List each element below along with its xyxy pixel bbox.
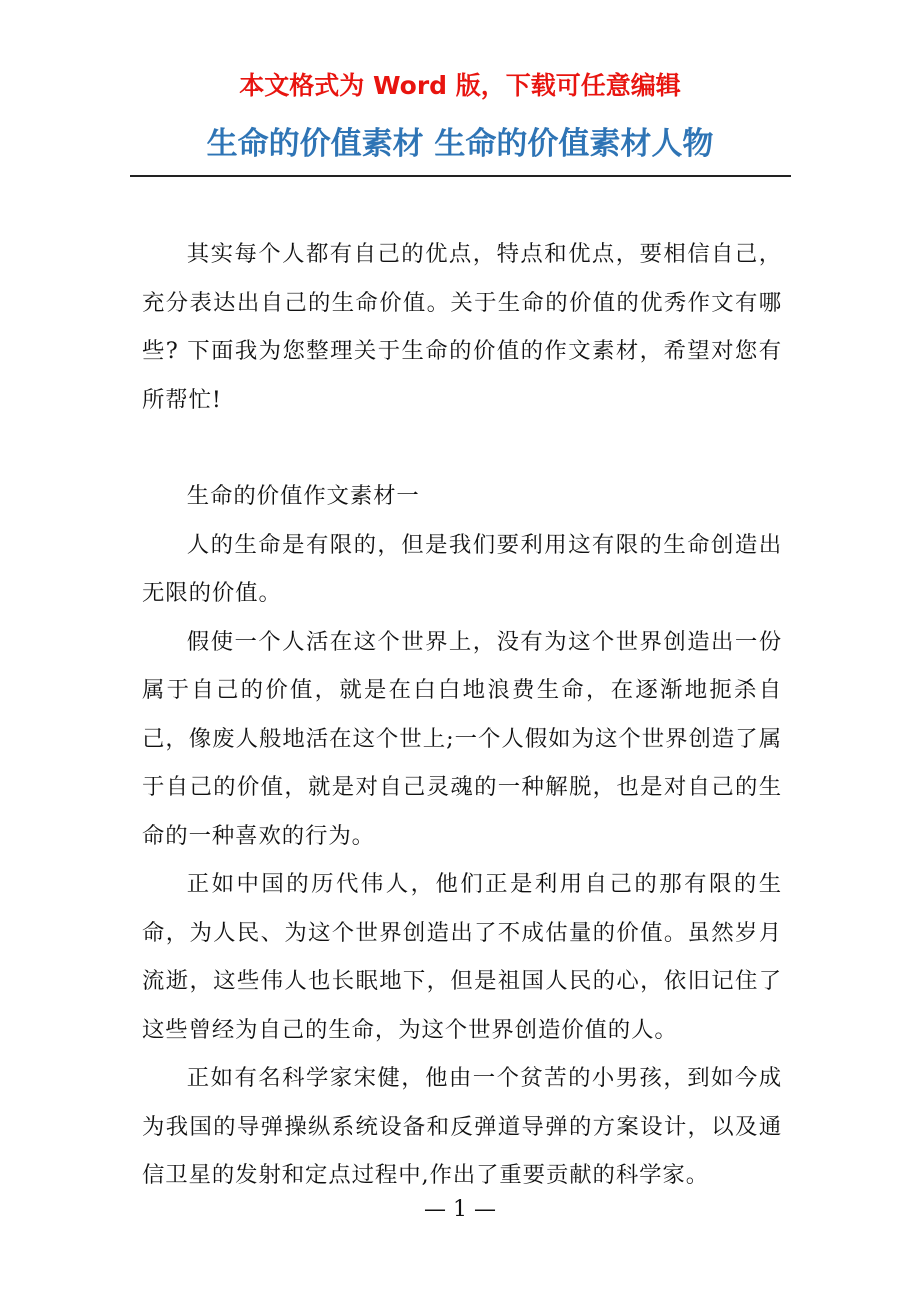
body-paragraph-4: 正如有名科学家宋健，他由一个贫苦的小男孩，到如今成为我国的导弹操纵系统设备和反弹道导弹的方案设计，以及通信卫星的发射和定点过程中,作出了重要贡献的科学家。 — [142, 1065, 782, 1188]
format-notice-banner: 本文格式为 Word 版，下载可任意编辑 — [239, 71, 681, 100]
document-title: 生命的价值素材 生命的价值素材人物 — [206, 126, 714, 162]
title-divider — [130, 175, 791, 177]
page-number: — 1 — — [424, 1197, 496, 1222]
body-paragraph-1: 人的生命是有限的，但是我们要利用这有限的生命创造出无限的价值。 — [142, 531, 782, 606]
document-body — [142, 230, 782, 1200]
intro-paragraph: 其实每个人都有自己的优点，特点和优点，要相信自己，充分表达出自己的生命价值。关于生命的价值的优秀作文有哪些? 下面我为您整理关于生命的价值的作文素材，希望对您有所帮忙! — [142, 241, 782, 413]
body-paragraph-3: 正如中国的历代伟人，他们正是利用自己的那有限的生命，为人民、为这个世界创造出了不成估量的价值。虽然岁月流逝，这些伟人也长眠地下，但是祖国人民的心，依旧记住了这些曾经为自己的生命，为这个世界创造价值的人。 — [142, 871, 782, 1043]
body-paragraph-2: 假使一个人活在这个世界上，没有为这个世界创造出一份属于自己的价值，就是在白白地浪费生命，在逐渐地扼杀自己，像废人般地活在这个世上;一个人假如为这个世界创造了属于自己的价值，就是对自己灵魂的一种解脱，也是对自己的生命的一种喜欢的行为。 — [142, 628, 782, 849]
section-heading: 生命的价值作文素材一 — [186, 483, 420, 509]
